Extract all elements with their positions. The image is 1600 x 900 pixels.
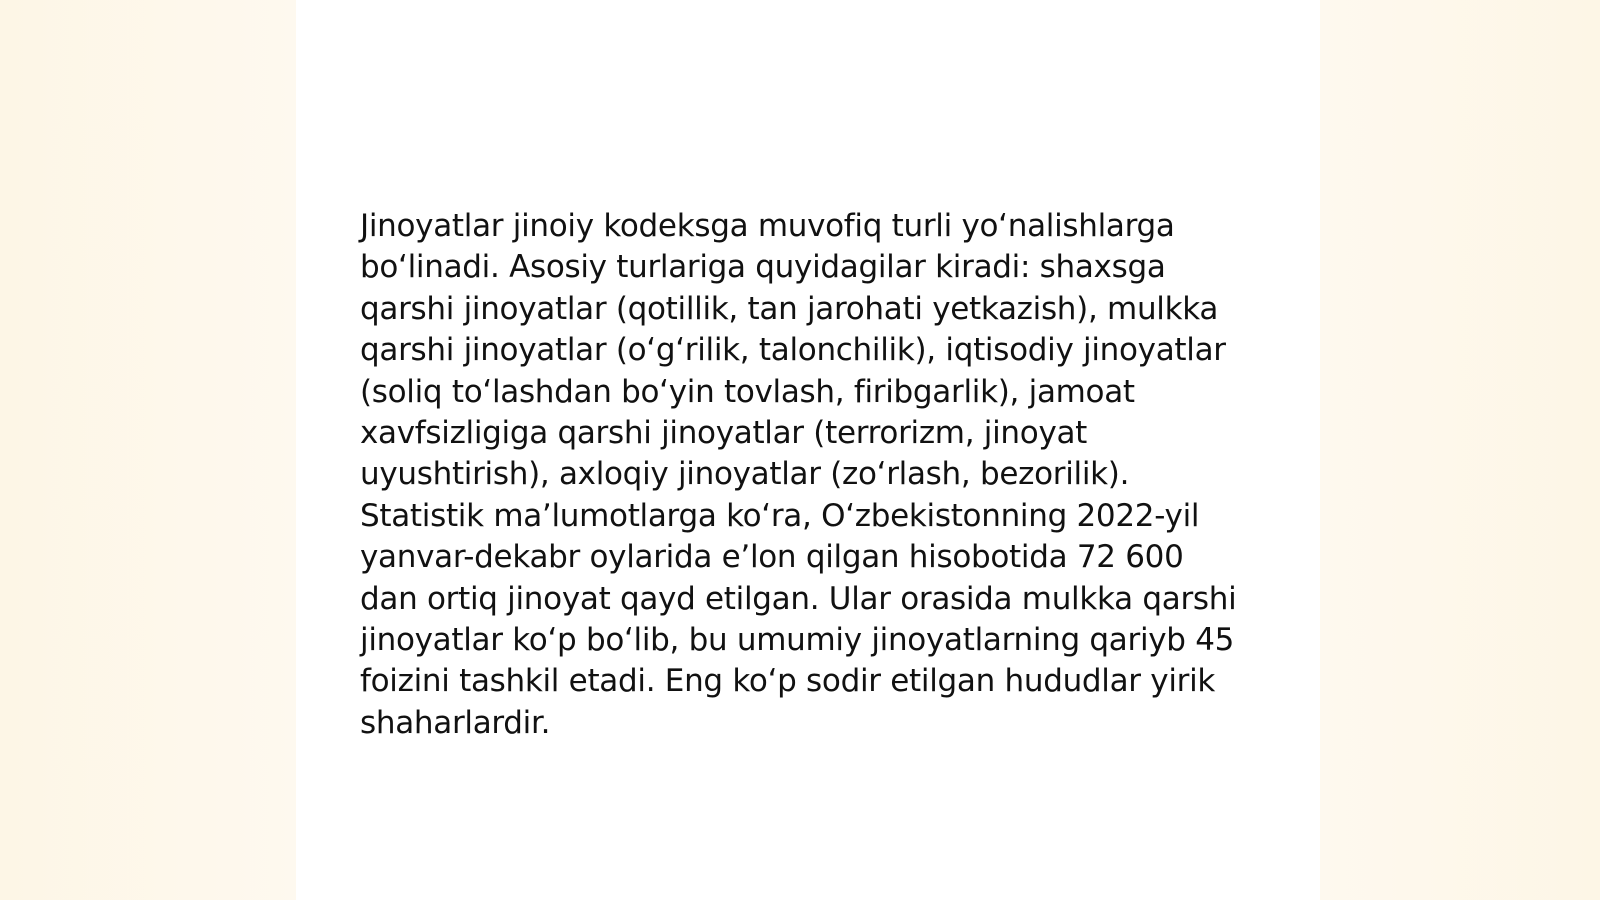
right-margin-panel bbox=[1320, 0, 1600, 900]
body-paragraph: Jinoyatlar jinoiy kodeksga muvofiq turli yoʻnalishlarga boʻlinadi. Asosiy turlariga quyidagilar kiradi: shaxsga qarshi jinoyatlar (qotillik, tan jarohati yetkazish), mulkka qarshi jinoyatlar (oʻgʻrilik, talonchilik), iqtisodiy jinoyatlar (soliq toʻlashdan boʻyin tovlash, firibgarlik), jamoat xavfsizligiga qarshi jinoyatlar (terrorizm, jinoyat uyushtirish), axloqiy jinoyatlar (zoʻrlash, bezorilik). Statistik maʼlumotlarga koʻra, Oʻzbekistonning 2022-yil yanvar-dekabr oylarida eʼlon qilgan hisobotida 72 600 dan ortiq jinoyat qayd etilgan. Ular orasida mulkka qarshi jinoyatlar koʻp boʻlib, bu umumiy jinoyatlarning qariyb 45 foizini tashkil etadi. Eng koʻp sodir etilgan hududlar yirik shaharlardir. bbox=[360, 208, 1237, 741]
slide-page bbox=[296, 0, 1320, 900]
left-margin-panel bbox=[0, 0, 296, 900]
